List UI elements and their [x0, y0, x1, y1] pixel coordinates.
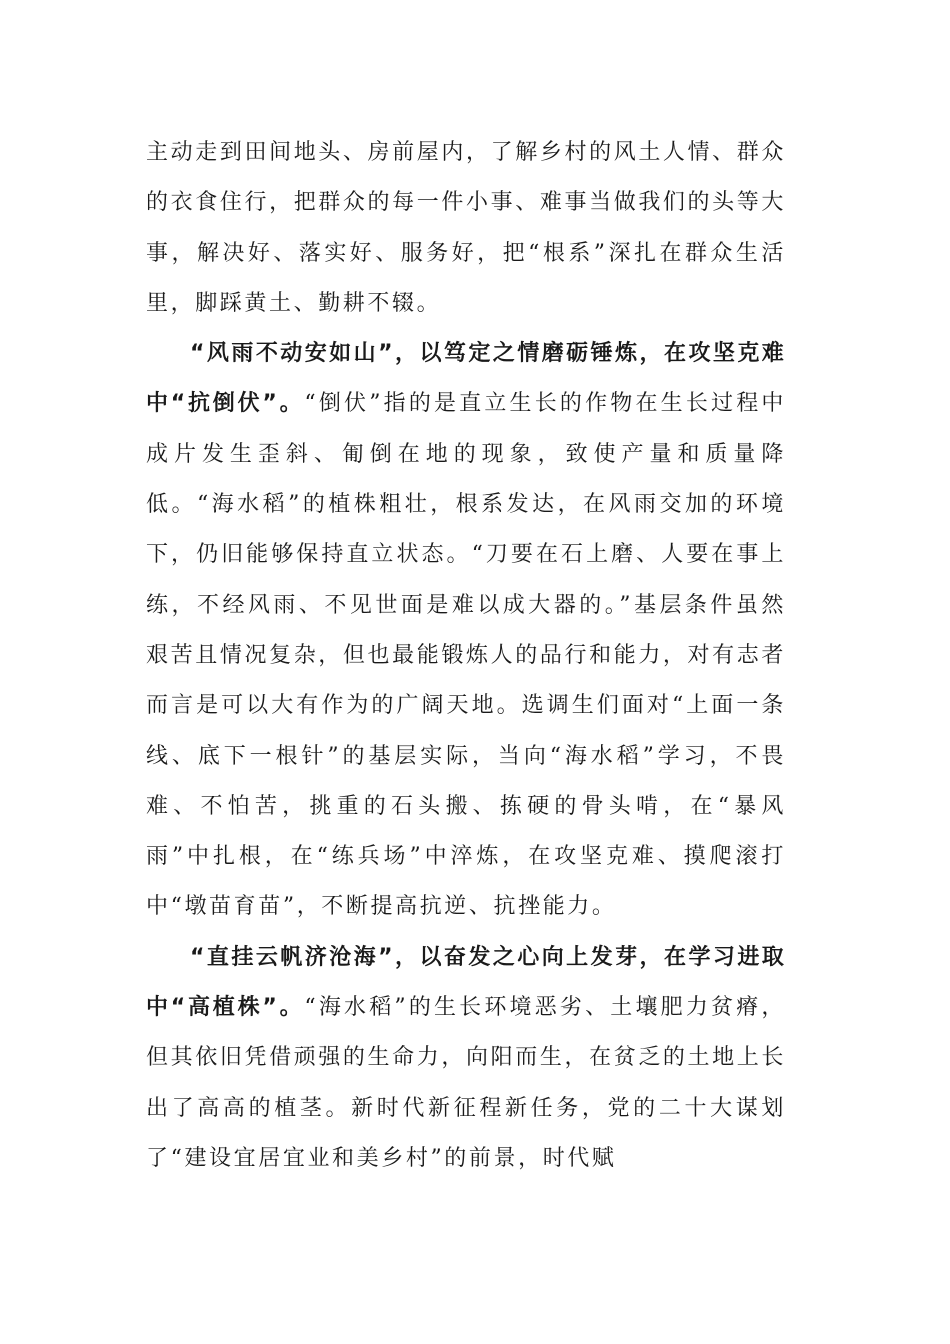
paragraph-3-body: “海水稻”的生长环境恶劣、土壤肥力贫瘠，但其依旧凭借顽强的生命力，向阳而生，在贫乏的土地上长出了高高的植茎。新时代新征程新任务，党的二十大谋划了“建设宜居宜业和美乡村”的前景，时代赋	[146, 995, 786, 1171]
paragraph-2	[146, 329, 786, 933]
paragraph-1-body: 主动走到田间地头、房前屋内，了解乡村的风土人情、群众的衣食住行，把群众的每一件小事、难事当做我们的头等大事，解决好、落实好、服务好，把“根系”深扎在群众生活里，脚踩黄土、勤耕不辍。	[146, 140, 786, 316]
paragraph-3	[146, 933, 786, 1184]
paragraph-2-lead: “风雨不动安如山”，以笃定之情磨砺锤炼，在攻坚克难中“抗倒伏”。	[146, 341, 786, 417]
paragraph-1	[146, 128, 786, 329]
paragraph-2-body: “倒伏”指的是直立生长的作物在生长过程中成片发生歪斜、匍倒在地的现象，致使产量和质量降低。“海水稻”的植株粗壮，根系发达，在风雨交加的环境下，仍旧能够保持直立状态。“刀要在石上磨、人要在事上练，不经风雨、不见世面是难以成大器的。”基层条件虽然艰苦且情况复杂，但也最能锻炼人的品行和能力，对有志者而言是可以大有作为的广阔天地。选调生们面对“上面一条线、底下一根针”的基层实际，当向“海水稻”学习，不畏难、不怕苦，挑重的石头搬、拣硬的骨头啃，在“暴风雨”中扎根，在“练兵场”中淬炼，在攻坚克难、摸爬滚打中“墩苗育苗”，不断提高抗逆、抗挫能力。	[146, 391, 786, 920]
document-body	[146, 128, 786, 1184]
paragraph-3-lead: “直挂云帆济沧海”，以奋发之心向上发芽，在学习进取中“高植株”。	[146, 944, 786, 1021]
